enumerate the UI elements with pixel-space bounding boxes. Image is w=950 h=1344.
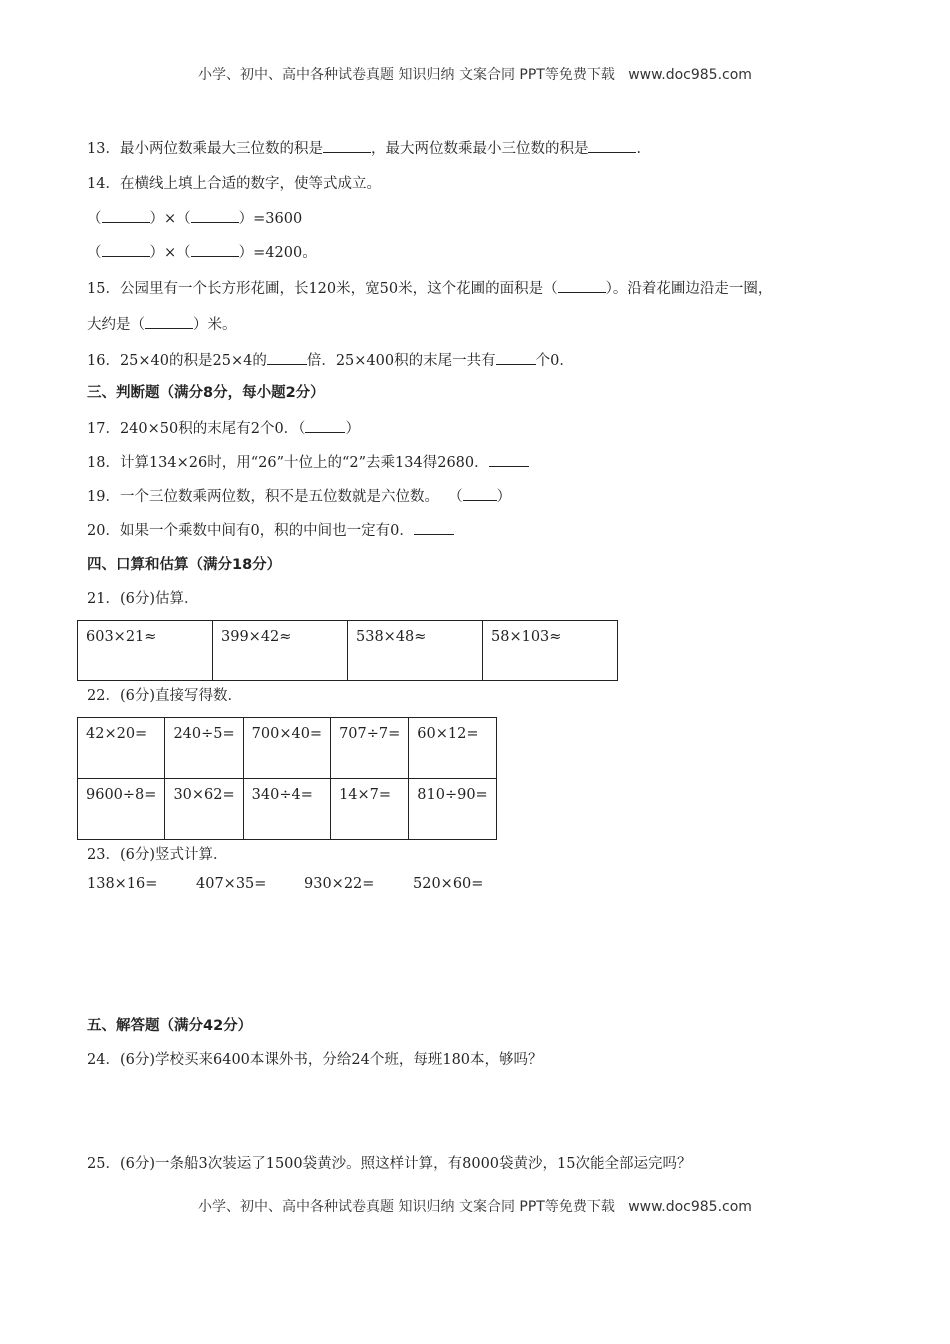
answer-blank[interactable]	[323, 138, 371, 153]
question-14-eq1: （ ）×（ ）=3600	[87, 208, 302, 229]
answer-blank[interactable]	[191, 208, 239, 223]
q20-text-a: 20．如果一个乘数中间有0，积的中间也一定有0．	[87, 523, 414, 539]
question-19	[87, 486, 511, 507]
vertical-calc-item: 930×22=	[304, 876, 375, 892]
question-20	[87, 520, 454, 541]
q19-text-a: 19．一个三位数乘两位数，积不是五位数就是六位数。	[87, 489, 439, 505]
header-text: 小学、初中、高中各种试卷真题 知识归纳 文案合同 PPT等免费下载	[198, 67, 615, 83]
header-site: www.doc985.com	[628, 67, 752, 83]
section-3-heading: 三、判断题（满分8分，每小题2分）	[87, 385, 325, 401]
answer-blank[interactable]	[267, 350, 307, 365]
estimate-cell: 538×48≈	[348, 621, 483, 681]
q16-text-a: 16．25×40的积是25×4的	[87, 353, 267, 369]
question-25: 25．(6分)一条船3次装运了1500袋黄沙。照这样计算，有8000袋黄沙，15次能全部运完吗？	[87, 1156, 692, 1172]
answer-blank[interactable]	[191, 242, 239, 257]
section-5-heading: 五、解答题（满分42分）	[87, 1018, 253, 1034]
page-footer	[0, 1196, 950, 1216]
vertical-calc-item: 138×16=	[87, 876, 158, 892]
answer-blank[interactable]	[305, 418, 345, 433]
question-16	[87, 350, 574, 371]
eq2-result: =4200。	[253, 245, 317, 261]
q15-text-c: 大约是（	[87, 317, 145, 333]
vertical-calc-item: 407×35=	[196, 876, 267, 892]
question-15-line1	[87, 278, 772, 299]
answer-blank[interactable]	[489, 452, 529, 467]
estimate-cell: 58×103≈	[483, 621, 618, 681]
estimate-table	[77, 620, 618, 681]
answer-blank[interactable]	[588, 138, 636, 153]
mental-math-cell: 700×40=	[243, 718, 330, 779]
question-23-title: 23．(6分)竖式计算．	[87, 847, 228, 863]
answer-blank[interactable]	[558, 278, 606, 293]
answer-blank[interactable]	[414, 520, 454, 535]
mental-math-cell: 707÷7=	[331, 718, 409, 779]
answer-blank[interactable]	[496, 350, 536, 365]
mental-math-cell: 60×12=	[409, 718, 496, 779]
q16-text-b: 倍．25×400积的末尾一共有	[306, 353, 496, 369]
mental-math-cell: 810÷90=	[409, 779, 496, 840]
eq1-result: =3600	[253, 211, 303, 227]
q15-text-d: ）米。	[193, 317, 237, 333]
page-header	[0, 64, 950, 84]
vertical-calc-item: 520×60=	[413, 876, 484, 892]
footer-text: 小学、初中、高中各种试卷真题 知识归纳 文案合同 PPT等免费下载	[198, 1199, 615, 1215]
answer-blank[interactable]	[102, 242, 150, 257]
q17-text-a: 17．240×50积的末尾有2个0．（	[87, 421, 306, 437]
mental-math-cell: 30×62=	[165, 779, 243, 840]
estimate-cell: 399×42≈	[213, 621, 348, 681]
mental-math-cell: 340÷4=	[243, 779, 330, 840]
mental-math-cell: 14×7=	[331, 779, 409, 840]
answer-blank[interactable]	[145, 314, 193, 329]
q18-text-a: 18．计算134×26时，用“26”十位上的“2”去乘134得2680．	[87, 455, 489, 471]
mental-math-cell: 240÷5=	[165, 718, 243, 779]
question-24: 24．(6分)学校买来6400本课外书，分给24个班，每班180本，够吗？	[87, 1052, 543, 1068]
mental-math-cell: 9600÷8=	[78, 779, 165, 840]
question-18	[87, 452, 529, 473]
question-22-title: 22．(6分)直接写得数．	[87, 688, 242, 704]
q15-text-b: ）。沿着花圃边沿走一圈，	[605, 281, 773, 297]
q19-text-b: （	[448, 489, 463, 505]
answer-blank[interactable]	[102, 208, 150, 223]
question-21-title: 21．(6分)估算．	[87, 591, 199, 607]
question-14-title: 14．在横线上填上合适的数字，使等式成立。	[87, 176, 381, 192]
mental-math-table	[77, 717, 497, 840]
footer-site: www.doc985.com	[628, 1199, 752, 1215]
answer-blank[interactable]	[463, 486, 497, 501]
question-15-line2	[87, 314, 237, 335]
q15-text-a: 15．公园里有一个长方形花圃，长120米，宽50米，这个花圃的面积是（	[87, 281, 558, 297]
q13-text-b: ，最大两位数乘最小三位数的积是	[370, 141, 589, 157]
question-14-eq2: （ ）×（ ）=4200。	[87, 242, 317, 263]
q19-text-c: ）	[496, 489, 512, 505]
mental-math-cell: 42×20=	[78, 718, 165, 779]
question-13	[87, 138, 651, 159]
section-4-heading: 四、口算和估算（满分18分）	[87, 557, 282, 573]
q13-text-a: 13．最小两位数乘最大三位数的积是	[87, 141, 323, 157]
q13-text-c: ．	[636, 141, 651, 157]
q16-text-c: 个0．	[535, 353, 574, 369]
q17-text-b: ）	[345, 421, 360, 437]
estimate-cell: 603×21≈	[78, 621, 213, 681]
question-17	[87, 418, 360, 439]
